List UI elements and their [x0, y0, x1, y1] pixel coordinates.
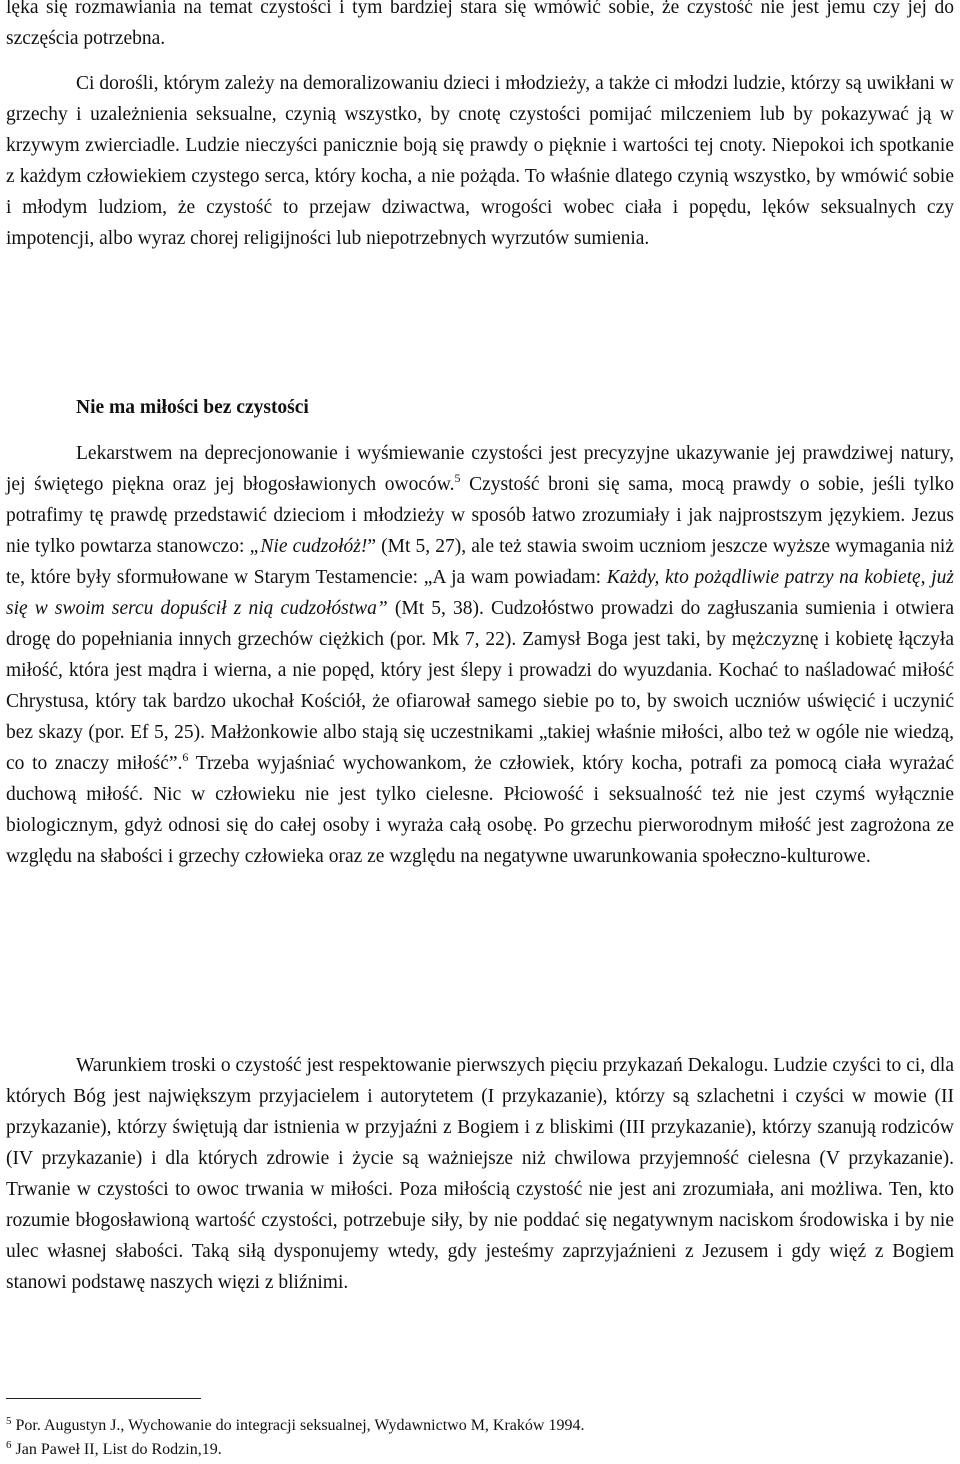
paragraph-text: Warunkiem troski o czystość jest respektowanie pierwszych pięciu przykazań Dekalogu. Ludzie czyści to ci, dla których Bóg jest największym przyjacielem i autorytetem (I przykazanie), którzy są szlachetni i czyści w mowie (II przykazanie), którzy świętują dar istnienia w przyjaźni z Bogiem i z bliskimi (III przykazanie), którzy szanują rodziców (IV przykazanie) i dla których zdrowie i życie są ważniejsze niż chwilowa przyjemność cielesna (V przykazanie). Trwanie w czystości to owoc trwania w miłości. Poza miłością czystość nie jest ani zrozumiała, ani możliwa. Ten, kto rozumie błogosławioną wartość czystości, potrzebuje siły, by nie poddać się negatywnym naciskom środowiska i by nie ulec własnej słabości. Taką siłą dysponujemy wtedy, gdy jesteśmy zaprzyjaźnieni z Jezusem i gdy więź z Bogiem stanowi podstawę naszych więzi z bliźnimi. [6, 1055, 954, 1293]
footnote-text: Por. Augustyn J., Wychowanie do integracji seksualnej, Wydawnictwo M, Kraków 1994. [15, 1417, 585, 1434]
paragraph-text: Ci dorośli, którym zależy na demoralizowaniu dzieci i młodzieży, a także ci młodzi ludzie, którzy są uwikłani w grzechy i uzależnienia seksualne, czynią wszystko, by cnotę czystości pomijać milczeniem lub by pokazywać ją w krzywym zwierciadle. Ludzie nieczyści panicznie boją się prawdy o pięknie i wartości tej cnoty. Niepokoi ich spotkanie z każdym człowiekiem czystego serca, który kocha, a nie pożąda. To właśnie dlatego czynią wszystko, by wmówić sobie i młodym ludziom, że czystość to przejaw dziwactwa, wrogości wobec ciała i popędu, lęków seksualnych czy impotencji, albo wyraz chorej religijności lub niepotrzebnych wyrzutów sumienia. [6, 73, 954, 249]
section-heading: Nie ma miłości bez czystości [76, 397, 309, 418]
paragraph-continued: lęka się rozmawiania na temat czystości i tym bardziej stara się wmówić sobie, że czystość nie jest jemu czy jej do szczęścia potrzebna. [6, 0, 954, 49]
quote-nie-cudzoloz: „Nie cudzołóż! [249, 536, 368, 557]
quote-kazdy-kto: Każdy, kto pożądliwie patrzy na kobietę, już się w swoim sercu dopuścił z nią cudzołóstwa” [6, 567, 954, 619]
footnote-text: Jan Paweł II, List do Rodzin,19. [15, 1441, 222, 1458]
footnote-number: 6 [6, 1439, 12, 1451]
footnote-number: 5 [6, 1415, 12, 1427]
paragraph-demoralization [6, 68, 954, 254]
paragraph-text-a: Lekarstwem na deprecjonowanie i wyśmiewanie czystości jest precyzyjne ukazywanie jej prawdziwej natury, jej świętego piękna oraz jej błogosławionych owoców. [6, 443, 954, 495]
footnote-ref-6[interactable]: 6 [182, 750, 189, 764]
footnote-ref-5[interactable]: 5 [454, 471, 461, 485]
paragraph-text-e: Trzeba wyjaśniać wychowankom, że człowiek, który kocha, potrafi za pomocą ciała wyrażać duchową miłość. Nic w człowieku nie jest tylko cielesne. Płciowość i seksualność też nie jest czymś wyłącznie biologicznym, gdyż odnosi się do całej osoby i wyraża całą osobę. Po grzechu pierworodnym miłość jest zagrożona ze względu na słabości i grzechy człowieka oraz ze względu na negatywne uwarunkowania społeczno-kulturowe. [6, 753, 954, 867]
paragraph-text-c: ” (Mt 5, 27), ale też stawia swoim uczniom jeszcze wyższe wymagania niż te, które były sformułowane w Starym Testamencie: „A ja wam powiadam: [6, 536, 955, 588]
paragraph-text-b: Czystość broni się sama, mocą prawdy o sobie, jeśli tylko potrafimy tę prawdę przedstawić dzieciom i młodzieży w sposób łatwo zrozumiały i jak najprostszym językiem. Jezus nie tylko powtarza stanowczo: [6, 474, 954, 557]
paragraph-remedy [6, 438, 954, 872]
paragraph-text-d: (Mt 5, 38). Cudzołóstwo prowadzi do zagłuszania sumienia i otwiera drogę do popełniania innych grzechów ciężkich (por. Mk 7, 22). Zamysł Boga jest taki, by mężczyznę i kobietę łączyła miłość, która jest mądra i wierna, a nie popęd, który jest ślepy i prowadzi do wyuzdania. Kochać to naśladować miłość Chrystusa, który tak bardzo ukochał Kościół, że ofiarował samego siebie po to, by swoich uczniów uświęcić i uczynić bez skazy (por. Ef 5, 25). Małżonkowie albo stają się uczestnikami „takiej właśnie miłości, albo też w ogóle nie wiedzą, co to znaczy miłość”. [6, 598, 954, 774]
paragraph-decalogue [6, 1050, 954, 1298]
footnote-divider [6, 1398, 201, 1399]
footnote-6 [6, 1440, 222, 1460]
footnote-5 [6, 1416, 584, 1436]
